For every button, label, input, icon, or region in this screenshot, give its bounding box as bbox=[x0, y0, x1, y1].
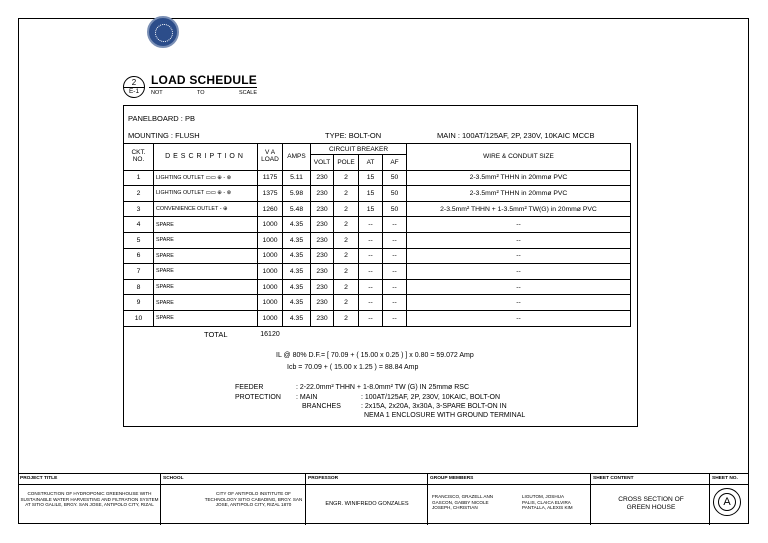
member-name: JOSEPH, CHRISTIAN bbox=[432, 505, 478, 511]
table-row bbox=[124, 310, 631, 326]
circuit-description: CONVENIENCE OUTLET - ⊕ bbox=[154, 201, 258, 217]
group-members-label: GROUP MEMBERS bbox=[430, 476, 474, 481]
breaker-at: -- bbox=[359, 264, 383, 280]
circuit-description: SPARE bbox=[154, 264, 258, 280]
header-pole: POLE bbox=[334, 155, 359, 171]
circuit-description: SPARE bbox=[154, 279, 258, 295]
circuit-number: 3 bbox=[124, 201, 154, 217]
sheet-content-rule bbox=[591, 484, 709, 485]
wire-conduit-size: -- bbox=[407, 264, 631, 280]
member-name: LIGUTOM, JOSHUA bbox=[522, 494, 565, 499]
circuit-description: SPARE bbox=[154, 217, 258, 233]
volt: 230 bbox=[311, 217, 334, 233]
circuit-description: LIGHTING OUTLET ▭▭ ⊕ - ⊗ bbox=[154, 170, 258, 186]
drawing-number: 2 bbox=[131, 78, 137, 87]
va-load: 1260 bbox=[258, 201, 283, 217]
breaker-at: -- bbox=[359, 248, 383, 264]
load-schedule-table bbox=[123, 143, 631, 342]
circuit-description: SPARE bbox=[154, 248, 258, 264]
va-load: 1175 bbox=[258, 170, 283, 186]
project-title-rule bbox=[18, 484, 160, 485]
feeder-label: FEEDER bbox=[235, 384, 264, 391]
amps: 4.35 bbox=[283, 279, 311, 295]
group-members-rule bbox=[428, 484, 590, 485]
circuit-description: SPARE bbox=[154, 232, 258, 248]
amps: 4.35 bbox=[283, 264, 311, 280]
scale-word-to: TO bbox=[197, 90, 205, 96]
pole: 2 bbox=[334, 232, 359, 248]
circuit-description: SPARE bbox=[154, 310, 258, 326]
table-row bbox=[124, 248, 631, 264]
main-value: : 100AT/125AF, 2P, 230V, 10KAIC, BOLT-ON bbox=[361, 394, 501, 401]
sheet-number: A bbox=[718, 493, 736, 511]
volt: 230 bbox=[311, 232, 334, 248]
table-row bbox=[124, 295, 631, 311]
header-af: AF bbox=[383, 155, 407, 171]
scale-word-not: NOT bbox=[151, 90, 163, 96]
volt: 230 bbox=[311, 295, 334, 311]
member-name: GASCON, GABBY NICOLE bbox=[432, 499, 489, 505]
wire-conduit-size: -- bbox=[407, 279, 631, 295]
header-ckt-no: CKT. NO. bbox=[124, 144, 154, 171]
va-load: 1000 bbox=[258, 248, 283, 264]
table-row bbox=[124, 186, 631, 202]
pole: 2 bbox=[334, 310, 359, 326]
circuit-number: 8 bbox=[124, 279, 154, 295]
drawing-tag bbox=[123, 76, 145, 98]
wire-conduit-size: 2-3.5mm² THHN + 1-3.5mm² TW(G) in 20mmø PVC bbox=[407, 201, 631, 217]
drawing-title: LOAD SCHEDULE bbox=[151, 73, 257, 87]
amps: 4.35 bbox=[283, 232, 311, 248]
branches-value-continued: NEMA 1 ENCLOSURE WITH GROUND TERMINAL bbox=[364, 412, 526, 419]
circuit-number: 2 bbox=[124, 186, 154, 202]
sheet-number-rule bbox=[710, 484, 749, 485]
wire-conduit-size: 2-3.5mm² THHN in 20mmø PVC bbox=[407, 170, 631, 186]
header-amps: AMPS bbox=[283, 144, 311, 171]
school-rule bbox=[161, 484, 305, 485]
volt: 230 bbox=[311, 279, 334, 295]
members-column-1 bbox=[432, 494, 512, 511]
protection-label: PROTECTION bbox=[235, 394, 281, 401]
va-load: 1000 bbox=[258, 232, 283, 248]
table-row bbox=[124, 232, 631, 248]
circuit-description: SPARE bbox=[154, 295, 258, 311]
sheet-number-symbol bbox=[713, 488, 741, 516]
professor-cell bbox=[306, 474, 428, 525]
table-row bbox=[124, 201, 631, 217]
amps: 5.11 bbox=[283, 170, 311, 186]
total-value: 16120 bbox=[260, 330, 280, 338]
professor-rule bbox=[306, 484, 427, 485]
branches-value: : 2x15A, 2x20A, 3x30A, 3-SPARE BOLT-ON IN bbox=[361, 403, 507, 410]
va-load: 1000 bbox=[258, 295, 283, 311]
table-row bbox=[124, 264, 631, 280]
school-label: SCHOOL bbox=[163, 476, 184, 481]
wire-conduit-size: -- bbox=[407, 217, 631, 233]
professor-name: ENGR. WINIFREDO GONZALES bbox=[325, 501, 409, 507]
volt: 230 bbox=[311, 264, 334, 280]
volt: 230 bbox=[311, 310, 334, 326]
volt: 230 bbox=[311, 201, 334, 217]
breaker-af: -- bbox=[383, 264, 407, 280]
breaker-at: -- bbox=[359, 310, 383, 326]
circuit-number: 1 bbox=[124, 170, 154, 186]
title-block bbox=[18, 473, 749, 524]
breaker-af: -- bbox=[383, 248, 407, 264]
group-members-cell bbox=[428, 474, 591, 525]
breaker-af: 50 bbox=[383, 170, 407, 186]
pole: 2 bbox=[334, 295, 359, 311]
circuit-number: 5 bbox=[124, 232, 154, 248]
breaker-af: 50 bbox=[383, 186, 407, 202]
project-title-cell bbox=[18, 474, 161, 525]
table-row bbox=[124, 170, 631, 186]
panelboard-label: PANELBOARD : PB bbox=[128, 114, 195, 123]
va-load: 1000 bbox=[258, 217, 283, 233]
school-cell bbox=[161, 474, 306, 525]
table-row bbox=[124, 279, 631, 295]
il-calculation: IL @ 80% D.F.= [ 70.09 + ( 15.00 x 0.25 ) ] x 0.80 = 59.072 Amp bbox=[276, 352, 474, 359]
va-load: 1000 bbox=[258, 264, 283, 280]
va-load: 1000 bbox=[258, 279, 283, 295]
pole: 2 bbox=[334, 248, 359, 264]
scale-word-scale: SCALE bbox=[238, 90, 257, 96]
title-underline bbox=[149, 87, 257, 88]
icb-calculation: Icb = 70.09 + ( 15.00 x 1.25 ) = 88.84 Amp bbox=[287, 364, 419, 371]
member-name: PALIS, CLAICA ELVIRA bbox=[522, 499, 571, 505]
pole: 2 bbox=[334, 264, 359, 280]
breaker-at: -- bbox=[359, 295, 383, 311]
total-label: TOTAL bbox=[204, 329, 228, 339]
breaker-af: -- bbox=[383, 279, 407, 295]
amps: 5.98 bbox=[283, 186, 311, 202]
volt: 230 bbox=[311, 186, 334, 202]
pole: 2 bbox=[334, 170, 359, 186]
breaker-af: -- bbox=[383, 295, 407, 311]
header-description: DESCRIPTION bbox=[154, 144, 258, 171]
wire-conduit-size: 2-3.5mm² THHN in 20mmø PVC bbox=[407, 186, 631, 202]
mounting-label: MOUNTING : FLUSH bbox=[128, 131, 200, 140]
breaker-af: -- bbox=[383, 217, 407, 233]
header-wire-conduit: WIRE & CONDUIT SIZE bbox=[407, 144, 631, 171]
sheet-reference: E-1 bbox=[128, 88, 140, 95]
header-volt: VOLT bbox=[311, 155, 334, 171]
volt: 230 bbox=[311, 248, 334, 264]
amps: 4.35 bbox=[283, 310, 311, 326]
sheet-content: CROSS SECTION OF GREEN HOUSE bbox=[618, 496, 684, 512]
breaker-af: -- bbox=[383, 232, 407, 248]
header-va-load: V A LOAD bbox=[258, 144, 283, 171]
type-label: TYPE: BOLT-ON bbox=[325, 131, 382, 140]
main-breaker-label: MAIN : 100AT/125AF, 2P, 230V, 10KAIC MCCB bbox=[437, 131, 595, 140]
breaker-at: -- bbox=[359, 232, 383, 248]
circuit-number: 9 bbox=[124, 295, 154, 311]
school-name: CITY OF ANTIPOLO INSTITUTE OF TECHNOLOGY SITIO CABADING, BRGY. SAN JOSE, ANTIPOLO CITY, RIZAL 1870 bbox=[204, 491, 303, 508]
sheet-number-label: SHEET NO. bbox=[712, 476, 738, 481]
branches-label: BRANCHES bbox=[302, 403, 341, 410]
circuit-number: 7 bbox=[124, 264, 154, 280]
project-title-label: PROJECT TITLE bbox=[20, 476, 58, 481]
school-seal-logo bbox=[147, 16, 179, 48]
va-load: 1000 bbox=[258, 310, 283, 326]
amps: 4.35 bbox=[283, 217, 311, 233]
wire-conduit-size: -- bbox=[407, 248, 631, 264]
circuit-number: 4 bbox=[124, 217, 154, 233]
feeder-value: : 2-22.0mm² THHN + 1-8.0mm² TW (G) IN 25mmø RSC bbox=[296, 384, 470, 391]
amps: 5.48 bbox=[283, 201, 311, 217]
breaker-at: -- bbox=[359, 279, 383, 295]
pole: 2 bbox=[334, 279, 359, 295]
pole: 2 bbox=[334, 186, 359, 202]
pole: 2 bbox=[334, 217, 359, 233]
amps: 4.35 bbox=[283, 248, 311, 264]
wire-conduit-size: -- bbox=[407, 295, 631, 311]
main-label: : MAIN bbox=[296, 394, 318, 401]
breaker-at: -- bbox=[359, 217, 383, 233]
wire-conduit-size: -- bbox=[407, 310, 631, 326]
breaker-af: -- bbox=[383, 310, 407, 326]
pole: 2 bbox=[334, 201, 359, 217]
breaker-af: 50 bbox=[383, 201, 407, 217]
circuit-number: 10 bbox=[124, 310, 154, 326]
breaker-at: 15 bbox=[359, 170, 383, 186]
va-load: 1375 bbox=[258, 186, 283, 202]
amps: 4.35 bbox=[283, 295, 311, 311]
table-row bbox=[124, 217, 631, 233]
volt: 230 bbox=[311, 170, 334, 186]
circuit-description: LIGHTING OUTLET ▭▭ ⊕ - ⊗ bbox=[154, 186, 258, 202]
header-circuit-breaker: CIRCUIT BREAKER bbox=[311, 144, 407, 155]
scale-note bbox=[151, 90, 257, 96]
professor-label: PROFESSOR bbox=[308, 476, 339, 481]
circuit-number: 6 bbox=[124, 248, 154, 264]
member-name: FRANCISCO, GRAZELL ANN bbox=[432, 494, 494, 499]
sheet-content-label: SHEET CONTENT bbox=[593, 476, 634, 481]
sheet-content-cell bbox=[591, 474, 710, 525]
header-at: AT bbox=[359, 155, 383, 171]
breaker-at: 15 bbox=[359, 186, 383, 202]
member-name: PANTALLA, ALEXIS KIM bbox=[522, 505, 573, 511]
wire-conduit-size: -- bbox=[407, 232, 631, 248]
members-column-2 bbox=[522, 494, 590, 511]
breaker-at: 15 bbox=[359, 201, 383, 217]
project-title: CONSTRUCTION OF HYDROPONIC GREENHOUSE WITH SUSTAINABLE WATER HARVESTING AND FILTRATION SYSTEM AT SITIO GALILE, BRGY. SAN JOSE, ANTIPOLO CITY, RIZAL bbox=[20, 491, 159, 508]
